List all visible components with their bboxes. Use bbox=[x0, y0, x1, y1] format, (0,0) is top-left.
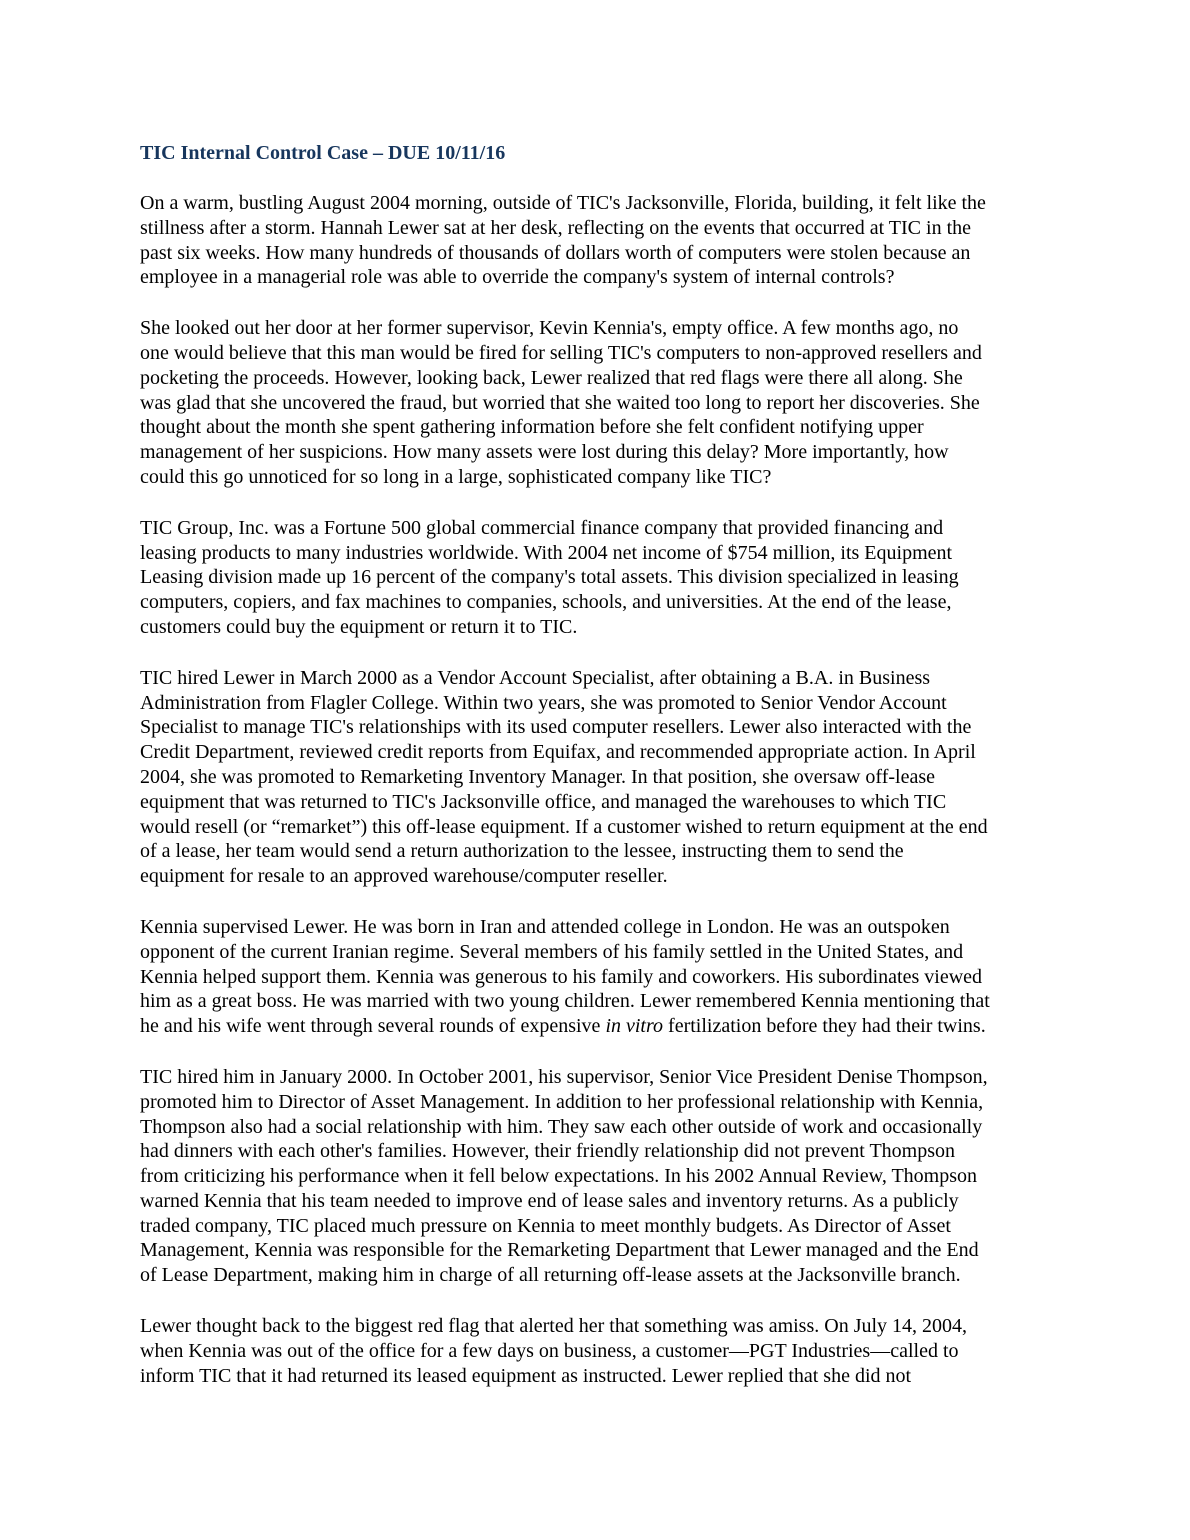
paragraph-5 bbox=[140, 915, 1050, 1039]
text-line: On a warm, bustling August 2004 morning, outside of TIC's Jacksonville, Florida, building, it felt like the bbox=[140, 192, 986, 214]
text-line: stillness after a storm. Hannah Lewer sat at her desk, reflecting on the events that occurred at TIC in the bbox=[140, 216, 972, 239]
document-title: TIC Internal Control Case – DUE 10/11/16 bbox=[140, 142, 506, 164]
paragraph-6 bbox=[140, 1065, 1050, 1288]
text-line: when Kennia was out of the office for a few days on business, a customer—PGT Industries—called to bbox=[140, 1339, 959, 1362]
text-line: Thompson also had a social relationship with him. They saw each other outside of work and occasionally bbox=[140, 1115, 983, 1138]
text-line: warned Kennia that his team needed to improve end of lease sales and inventory returns. As a publicly bbox=[140, 1189, 959, 1212]
text-line: employee in a managerial role was able to override the company's system of internal controls? bbox=[140, 266, 895, 289]
text-line: Leasing division made up 16 percent of the company's total assets. This division specialized in leasing bbox=[140, 566, 959, 589]
text-line: Specialist to manage TIC's relationships with its used computer resellers. Lewer also interacted with the bbox=[140, 716, 972, 739]
text-line: Kennia supervised Lewer. He was born in Iran and attended college in London. He was an outspoken bbox=[140, 915, 950, 938]
text-line: leasing products to many industries worldwide. With 2004 net income of $754 million, its Equipment bbox=[140, 541, 953, 564]
text-line: of a lease, her team would send a return authorization to the lessee, instructing them to send the bbox=[140, 840, 904, 863]
paragraph-4 bbox=[140, 666, 1050, 889]
text-line: one would believe that this man would be fired for selling TIC's computers to non-approved resellers and bbox=[140, 341, 982, 364]
text-line: She looked out her door at her former supervisor, Kevin Kennia's, empty office. A few months ago, no bbox=[140, 317, 959, 340]
text-line: thought about the month she spent gathering information before she felt confident notifying upper bbox=[140, 416, 924, 439]
paragraph-3 bbox=[140, 516, 1050, 640]
text-line: could this go unnoticed for so long in a large, sophisticated company like TIC? bbox=[140, 465, 772, 488]
paragraph-2 bbox=[140, 316, 1050, 490]
text-line: Administration from Flagler College. Within two years, she was promoted to Senior Vendor Account bbox=[140, 691, 947, 714]
text-line: equipment that was returned to TIC's Jacksonville office, and managed the warehouses to which TIC bbox=[140, 790, 947, 813]
text-run: he and his wife went through several rounds of expensive bbox=[140, 1015, 606, 1038]
text-line: management of her suspicions. How many assets were lost during this delay? More importantly, how bbox=[140, 441, 949, 464]
text-run: fertilization before they had their twins. bbox=[663, 1015, 986, 1038]
text-line bbox=[140, 1014, 1050, 1039]
text-line: of Lease Department, making him in charge of all returning off-lease assets at the Jacksonville branch. bbox=[140, 1264, 961, 1287]
text-line: equipment for resale to an approved warehouse/computer reseller. bbox=[140, 865, 668, 888]
text-line: Kennia helped support them. Kennia was generous to his family and coworkers. His subordinates viewed bbox=[140, 965, 983, 988]
text-line: computers, copiers, and fax machines to companies, schools, and universities. At the end of the lease, bbox=[140, 591, 952, 614]
paragraph-1 bbox=[140, 191, 1050, 290]
text-line: opponent of the current Iranian regime. Several members of his family settled in the United States, and bbox=[140, 940, 964, 963]
text-line: him as a great boss. He was married with two young children. Lewer remembered Kennia mentioning that bbox=[140, 990, 990, 1013]
text-line: inform TIC that it had returned its leased equipment as instructed. Lewer replied that she did not bbox=[140, 1364, 912, 1387]
text-line: TIC hired Lewer in March 2000 as a Vendor Account Specialist, after obtaining a B.A. in Business bbox=[140, 666, 931, 689]
paragraph-7 bbox=[140, 1314, 1050, 1388]
text-line: would resell (or “remarket”) this off-lease equipment. If a customer wished to return equipment at the end bbox=[140, 815, 988, 838]
text-line: past six weeks. How many hundreds of thousands of dollars worth of computers were stolen because an bbox=[140, 241, 971, 264]
italic-term: in vitro bbox=[605, 1015, 664, 1038]
text-line: traded company, TIC placed much pressure on Kennia to meet monthly budgets. As Director of Asset bbox=[140, 1214, 951, 1237]
text-line: TIC hired him in January 2000. In October 2001, his supervisor, Senior Vice President Denise Thompson, bbox=[140, 1065, 988, 1088]
text-line: Lewer thought back to the biggest red flag that alerted her that something was amiss. On July 14, 2004, bbox=[140, 1315, 968, 1338]
text-line: customers could buy the equipment or return it to TIC. bbox=[140, 615, 578, 638]
text-line: promoted him to Director of Asset Management. In addition to her professional relationship with Kennia, bbox=[140, 1090, 984, 1113]
text-line: TIC Group, Inc. was a Fortune 500 global commercial finance company that provided financing and bbox=[140, 516, 944, 539]
text-line: Management, Kennia was responsible for the Remarketing Department that Lewer managed and the End bbox=[140, 1239, 979, 1262]
text-line: Credit Department, reviewed credit reports from Equifax, and recommended appropriate action. In April bbox=[140, 741, 976, 764]
text-line: pocketing the proceeds. However, looking back, Lewer realized that red flags were there all along. She bbox=[140, 366, 963, 389]
text-line: from criticizing his performance when it fell below expectations. In his 2002 Annual Review, Thompson bbox=[140, 1165, 978, 1188]
document-page bbox=[140, 141, 1050, 1414]
text-line: was glad that she uncovered the fraud, but worried that she waited too long to report her discoveries. She bbox=[140, 391, 980, 414]
text-line: had dinners with each other's families. However, their friendly relationship did not prevent Thompson bbox=[140, 1140, 956, 1163]
text-line: 2004, she was promoted to Remarketing Inventory Manager. In that position, she oversaw off-lease bbox=[140, 765, 935, 788]
